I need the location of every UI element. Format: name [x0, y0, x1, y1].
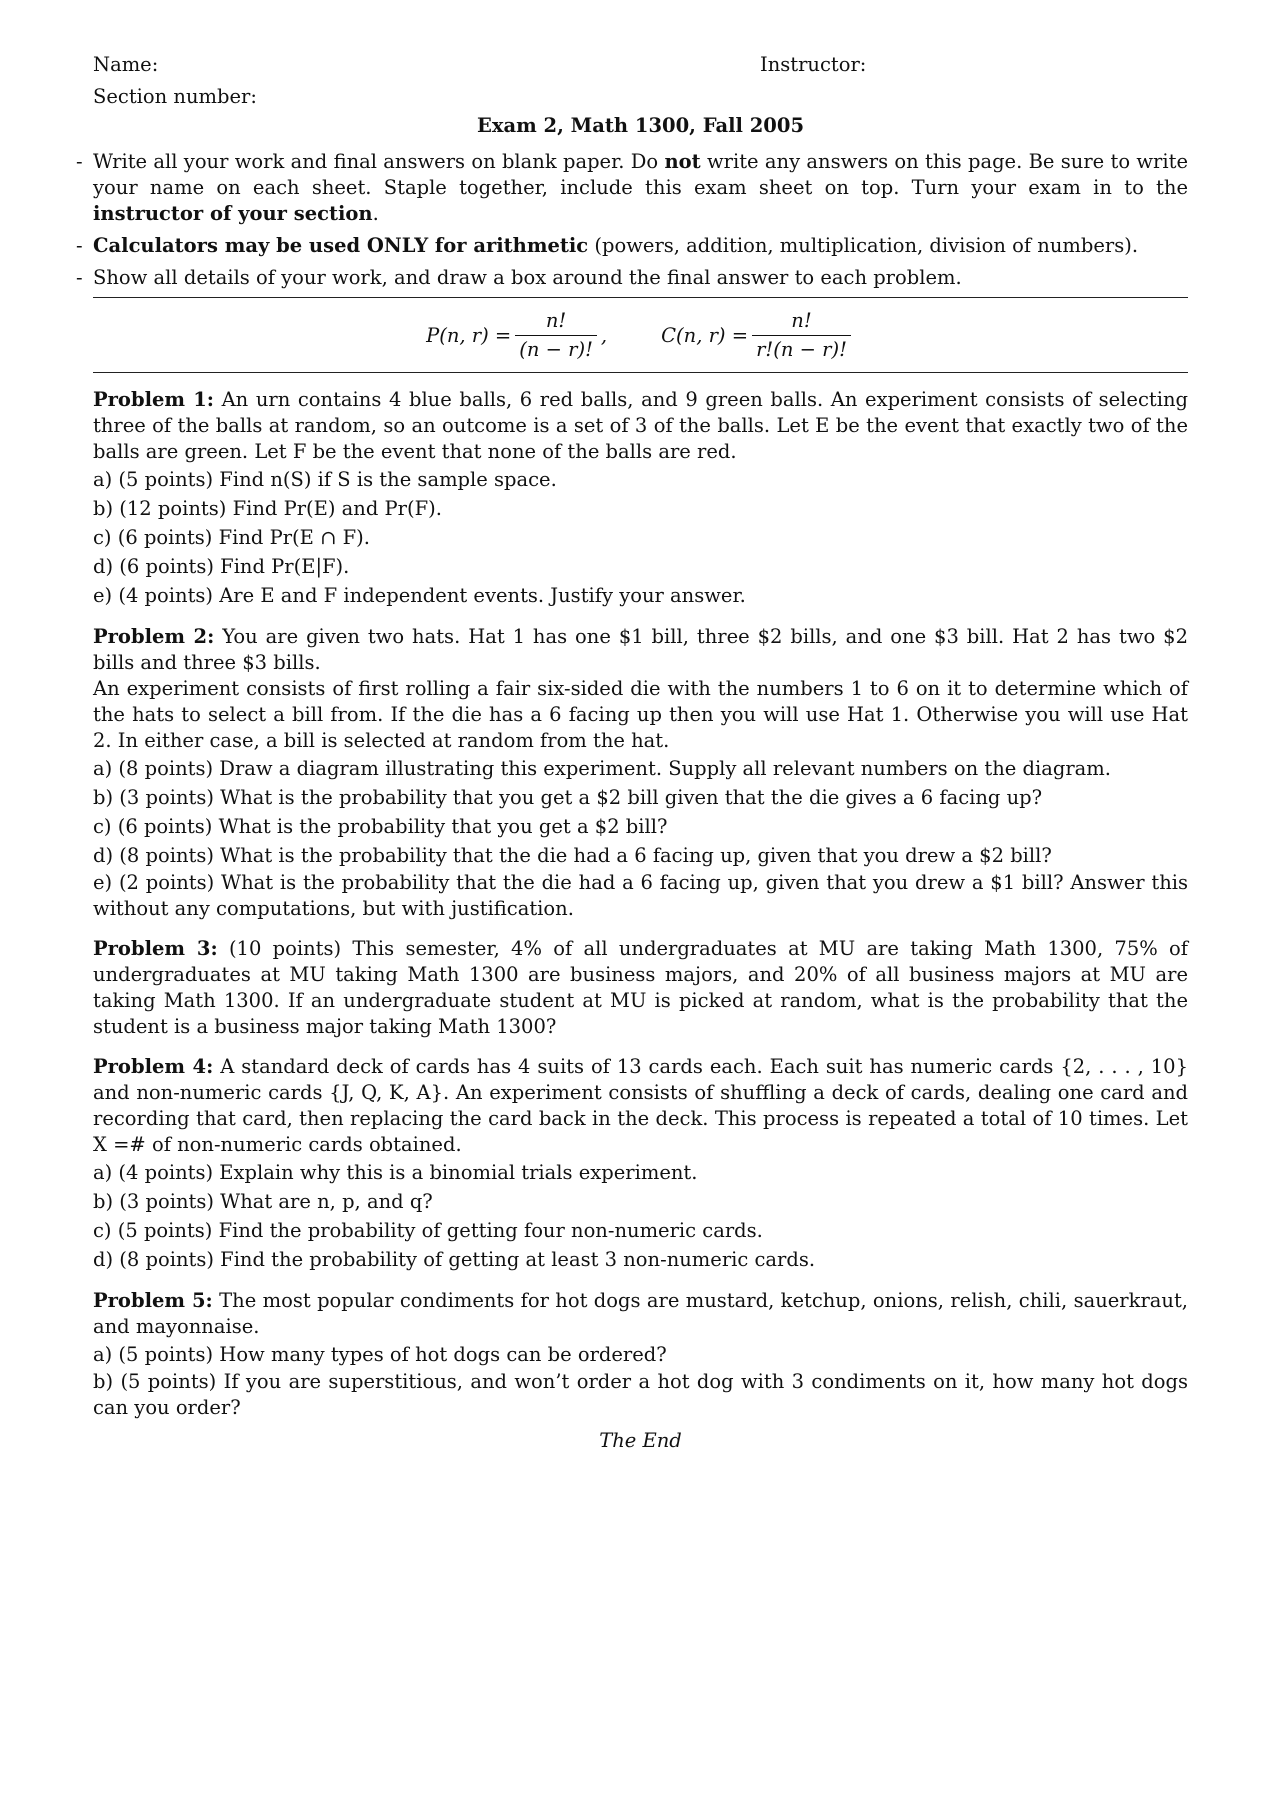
exam-title: Exam 2, Math 1300, Fall 2005: [476, 114, 805, 137]
section-row: [93, 80, 1188, 112]
problem-part: d) (6 points) Find Pr(E|F).: [93, 555, 350, 578]
problem-part: d) (8 points) What is the probability that the die had a 6 facing up, given that you drew a $2 bill?: [93, 844, 1052, 867]
problem-text: An urn contains 4 blue balls, 6 red balls, and 9 green balls. An experiment consists of selecting three of the balls at random, so an outcome is a set of 3 of the balls. Let E be the event that exactly two of the balls are green. Let F be the event that none of the balls are red.: [93, 388, 1188, 463]
instructions-list: [76, 149, 1188, 291]
problem-text: You are given two hats. Hat 1 has one $1 bill, three $2 bills, and one $3 bill. Hat 2 has two $2 bills and three $3 bills.: [93, 625, 1188, 674]
header-row: [93, 48, 1188, 80]
problem-part: b) (3 points) What are n, p, and q?: [93, 1190, 433, 1213]
problem-part: b) (5 points) If you are superstitious, and won’t order a hot dog with 3 condiments on it, how many hot dogs can you order?: [93, 1370, 1188, 1419]
instruction-item: - Show all details of your work, and draw a box around the final answer to each problem.: [76, 266, 962, 289]
problem-label: Problem 2:: [93, 625, 215, 648]
formula-block: [93, 302, 1188, 368]
problem-1: [93, 387, 1188, 610]
problem-part: e) (4 points) Are E and F independent events. Justify your answer.: [93, 584, 746, 607]
problem-label: Problem 3:: [93, 937, 218, 960]
instructor-label: Instructor:: [760, 52, 867, 76]
problem-text: (10 points) This semester, 4% of all undergraduates at MU are taking Math 1300, 75% of undergraduates at MU taking Math 1300 are business majors, and 20% of all business majors at MU are taking Math 1300. If an undergraduate student at MU is picked at random, what is the probability that the student is a business major taking Math 1300?: [93, 937, 1188, 1038]
problem-part: a) (5 points) How many types of hot dogs can be ordered?: [93, 1343, 667, 1366]
dash-bullet: -: [76, 234, 83, 257]
problem-label: Problem 5:: [93, 1289, 213, 1312]
permutation-formula: P(n, r) = $\frac{n!}{(n - r)!}$ ,: [426, 307, 661, 364]
top-divider: [93, 297, 1188, 298]
bottom-divider: [93, 372, 1188, 373]
problem-3: [93, 936, 1188, 1040]
problem-part: d) (8 points) Find the probability of getting at least 3 non-numeric cards.: [93, 1248, 816, 1271]
instruction-item: - Calculators may be used ONLY for arithmetic (powers, addition, multiplication, division of numbers).: [76, 234, 1139, 257]
problem-5: [93, 1288, 1188, 1421]
problem-part: c) (5 points) Find the probability of getting four non-numeric cards.: [93, 1219, 763, 1242]
problem-part: a) (4 points) Explain why this is a binomial trials experiment.: [93, 1161, 698, 1184]
problem-part: c) (6 points) What is the probability that you get a $2 bill?: [93, 815, 668, 838]
problem-text-continued: An experiment consists of first rolling a fair six-sided die with the numbers 1 to 6 on it to determine which of the hats to select a bill from. If the die has a 6 facing up then you will use Hat 1. Otherwise you will use Hat 2. In either case, a bill is selected at random from the hat.: [93, 677, 1188, 752]
dash-bullet: -: [76, 266, 83, 289]
exam-page: [76, 48, 1188, 1452]
instruction-item: - Write all your work and final answers on blank paper. Do not write any answers on this page. Be sure to write your name on each sheet. Staple together, include this exam sheet on top. Turn your exam in to the instructor of your section.: [76, 150, 1188, 225]
problem-label: Problem 1:: [93, 388, 214, 411]
problem-part: a) (5 points) Find n(S) if S is the sample space.: [93, 468, 557, 491]
fraction: $\frac{n!}{r!(n - r)!}$: [752, 307, 851, 364]
problem-part: a) (8 points) Draw a diagram illustrating this experiment. Supply all relevant numbers on the diagram.: [93, 757, 1111, 780]
problem-text: The most popular condiments for hot dogs are mustard, ketchup, onions, relish, chili, sauerkraut, and mayonnaise.: [93, 1289, 1188, 1338]
problem-2: [93, 624, 1188, 922]
section-label: Section number:: [93, 84, 257, 108]
problem-part: e) (2 points) What is the probability that the die had a 6 facing up, given that you drew a $1 bill? Answer this without any computations, but with justification.: [93, 871, 1188, 920]
problem-label: Problem 4:: [93, 1055, 214, 1078]
name-label: Name:: [93, 52, 159, 76]
the-end: The End: [599, 1429, 682, 1452]
problem-text: A standard deck of cards has 4 suits of 13 cards each. Each suit has numeric cards {2, . . . , 10} and non-numeric cards {J, Q, K, A}. An experiment consists of shuffling a deck of cards, dealing one card and recording that card, then replacing the card back in the deck. This process is repeated a total of 10 times. Let X =# of non-numeric cards obtained.: [93, 1055, 1188, 1156]
problem-4: [93, 1054, 1188, 1274]
problem-part: b) (3 points) What is the probability that you get a $2 bill given that the die gives a 6 facing up?: [93, 786, 1043, 809]
problem-part: c) (6 points) Find Pr(E ∩ F).: [93, 526, 370, 549]
dash-bullet: -: [76, 150, 83, 173]
combination-formula: C(n, r) = $\frac{n!}{r!(n - r)!}$: [661, 307, 855, 364]
fraction: $\frac{n!}{(n - r)!}$: [515, 307, 597, 364]
problem-part: b) (12 points) Find Pr(E) and Pr(F).: [93, 497, 442, 520]
